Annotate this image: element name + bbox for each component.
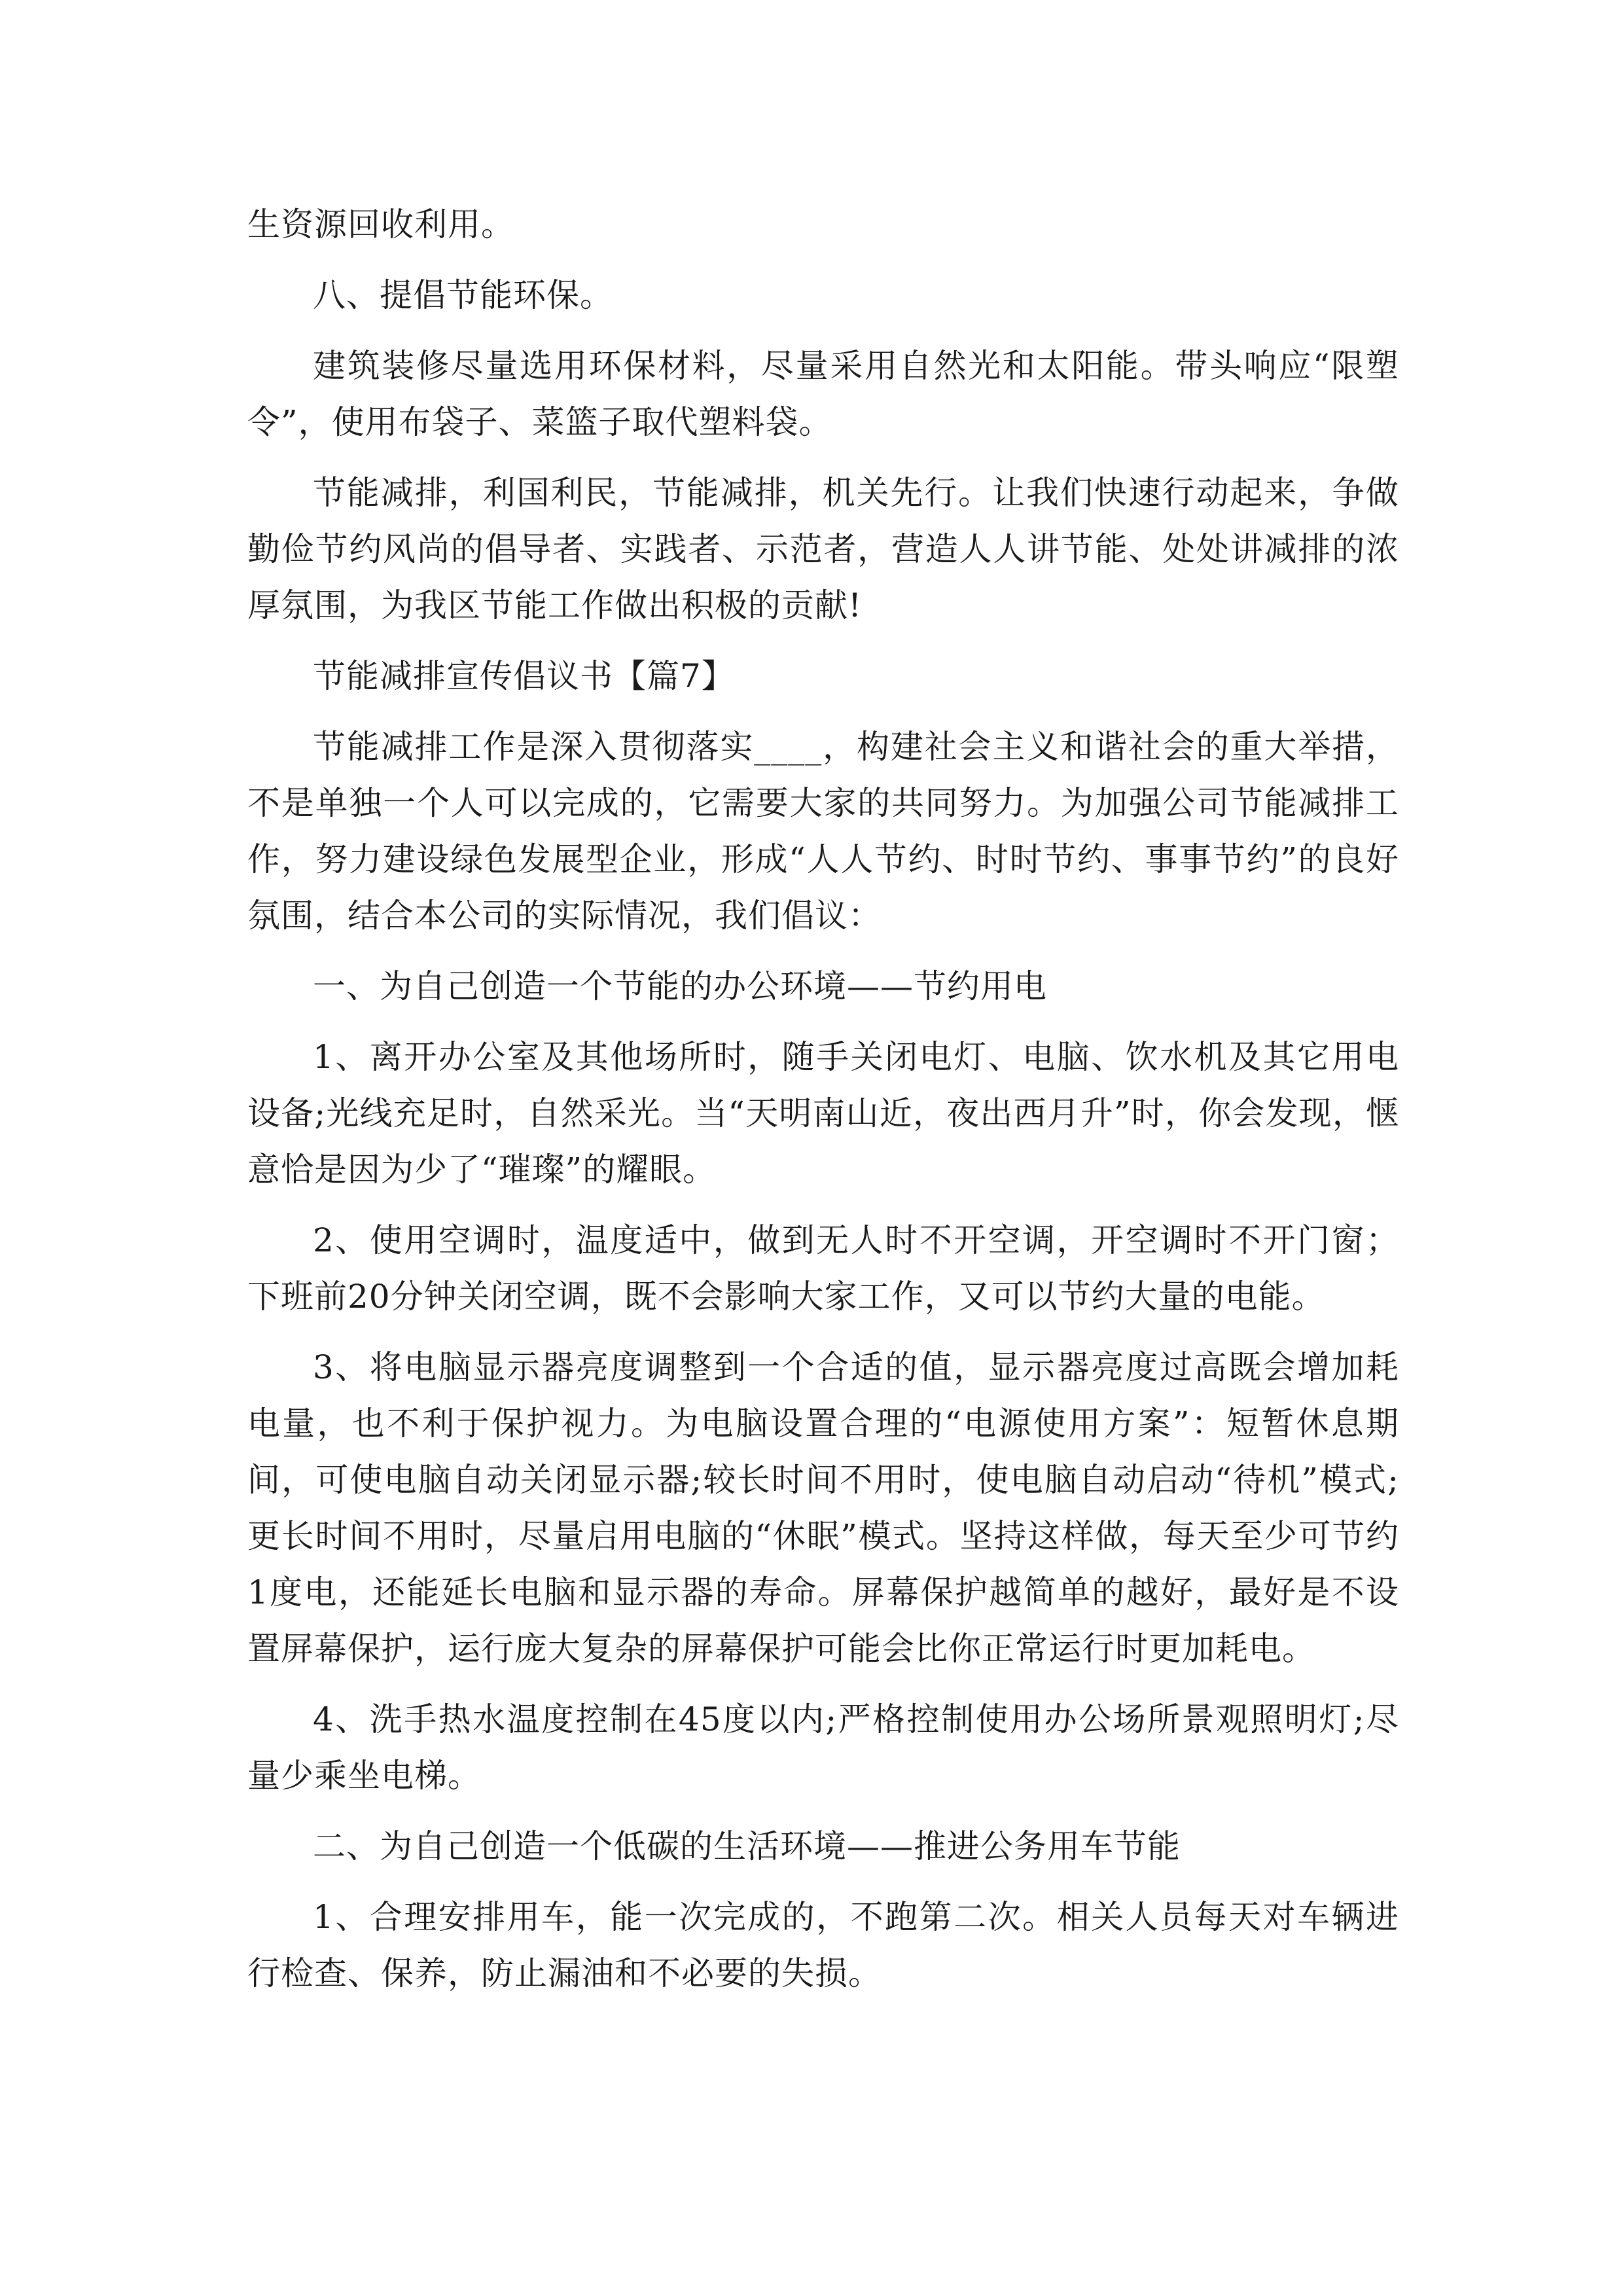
list-item-1-1: 1、离开办公室及其他场所时，随手关闭电灯、电脑、饮水机及其它用电设备;光线充足时，自然采光。当“天明南山近，夜出西月升”时，你会发现，惬意恰是因为少了“璀璨”的耀眼。: [247, 1038, 1399, 1189]
document-page: [247, 196, 1399, 2001]
paragraph-eco-materials: 建筑装修尽量选用环保材料，尽量采用自然光和太阳能。带头响应“限塑令”，使用布袋子、菜篮子取代塑料袋。: [247, 347, 1399, 441]
section-heading-1: 一、为自己创造一个节能的办公环境——节约用电: [313, 967, 1047, 1005]
section-heading-2: 二、为自己创造一个低碳的生活环境——推进公务用车节能: [313, 1827, 1181, 1865]
list-item-1-2: 2、使用空调时，温度适中，做到无人时不开空调，开空调时不开门窗；下班前20分钟关闭空调，既不会影响大家工作，又可以节约大量的电能。: [247, 1221, 1399, 1316]
paragraph-closing-call: 节能减排，利国利民，节能减排，机关先行。让我们快速行动起来，争做勤俭节约风尚的倡导者、实践者、示范者，营造人人讲节能、处处讲减排的浓厚氛围，为我区节能工作做出积极的贡献!: [247, 474, 1399, 624]
paragraph-intro-7: 节能减排工作是深入贯彻落实____，构建社会主义和谐社会的重大举措，不是单独一个人可以完成的，它需要大家的共同努力。为加强公司节能减排工作，努力建设绿色发展型企业，形成“人人节约、时时节约、事事节约”的良好氛围，结合本公司的实际情况，我们倡议：: [247, 728, 1399, 935]
paragraph-continuation: 生资源回收利用。: [247, 206, 514, 243]
list-item-1-4: 4、洗手热水温度控制在45度以内;严格控制使用办公场所景观照明灯;尽量少乘坐电梯。: [247, 1700, 1399, 1795]
article-title-7: 节能减排宣传倡议书【篇7】: [313, 657, 735, 695]
list-item-1-3: 3、将电脑显示器亮度调整到一个合适的值，显示器亮度过高既会增加耗电量，也不利于保护视力。为电脑设置合理的“电源使用方案”：短暂休息期间，可使电脑自动关闭显示器;较长时间不用时，使电脑自动启动“待机”模式;更长时间不用时，尽量启用电脑的“休眠”模式。坚持这样做，每天至少可节约1度电，还能延长电脑和显示器的寿命。屏幕保护越简单的越好，最好是不设置屏幕保护，运行庞大复杂的屏幕保护可能会比你正常运行时更加耗电。: [247, 1348, 1399, 1668]
list-item-2-1: 1、合理安排用车，能一次完成的，不跑第二次。相关人员每天对车辆进行检查、保养，防止漏油和不必要的失损。: [247, 1898, 1399, 1992]
section-heading-8: 八、提倡节能环保。: [313, 276, 613, 314]
